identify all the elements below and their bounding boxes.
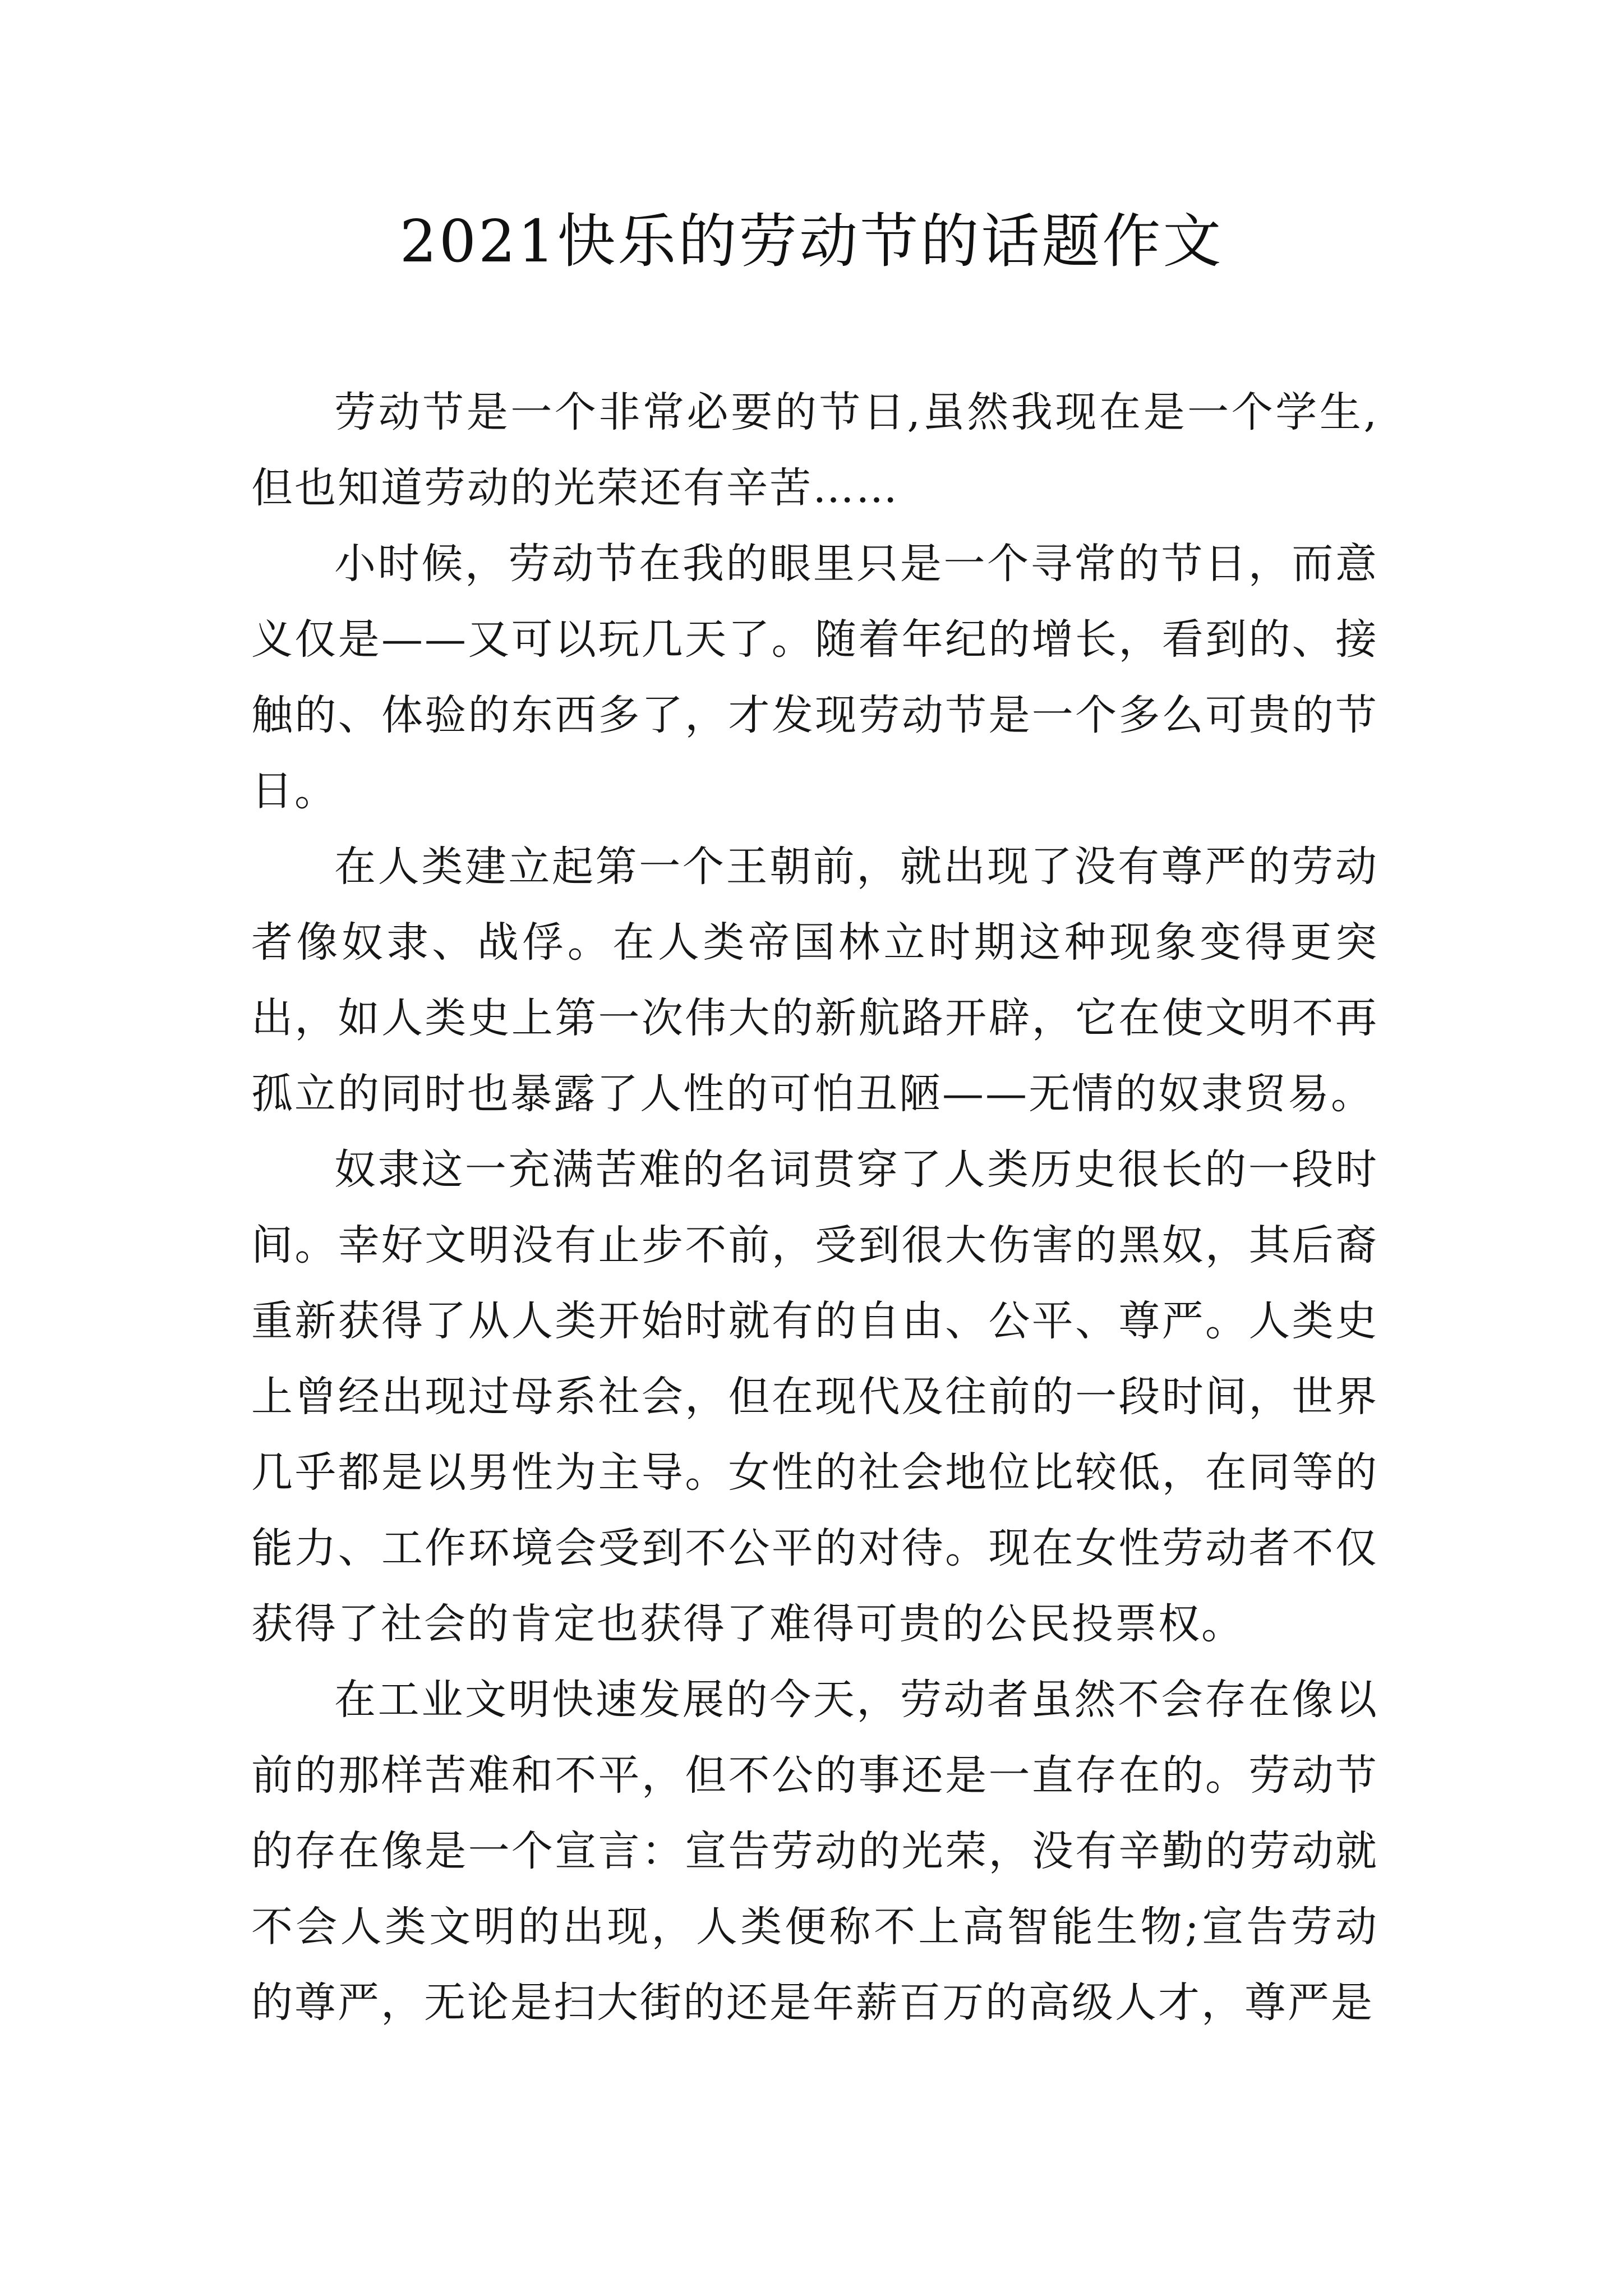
document-body [251, 375, 1378, 2041]
paragraph-1: 劳动节是一个非常必要的节日,虽然我现在是一个学生,但也知道劳动的光荣还有辛苦…… [251, 388, 1378, 512]
paragraph-5: 在工业文明快速发展的今天，劳动者虽然不会存在像以前的那样苦难和不平，但不公的事还是一直存在的。劳动节的存在像是一个宣言：宣告劳动的光荣，没有辛勤的劳动就不会人类文明的出现，人类便称不上高智能生物;宣告劳动的尊严，无论是扫大街的还是年薪百万的高级人才，尊严是 [251, 1676, 1378, 2027]
paragraph-2: 小时候，劳动节在我的眼里只是一个寻常的节日，而意义仅是——又可以玩几天了。随着年纪的增长，看到的、接触的、体验的东西多了，才发现劳动节是一个多么可贵的节日。 [251, 540, 1378, 815]
paragraph-4: 奴隶这一充满苦难的名词贯穿了人类历史很长的一段时间。幸好文明没有止步不前，受到很大伤害的黑奴，其后裔重新获得了从人类开始时就有的自由、公平、尊严。人类史上曾经出现过母系社会，但在现代及往前的一段时间，世界几乎都是以男性为主导。女性的社会地位比较低，在同等的能力、工作环境会受到不公平的对待。现在女性劳动者不仅获得了社会的肯定也获得了难得可贵的公民投票权。 [251, 1145, 1378, 1648]
paragraph-3: 在人类建立起第一个王朝前，就出现了没有尊严的劳动者像奴隶、战俘。在人类帝国林立时期这种现象变得更突出，如人类史上第一次伟大的新航路开辟，它在使文明不再孤立的同时也暴露了人性的可怕丑陋——无情的奴隶贸易。 [251, 843, 1378, 1118]
document-title: 2021快乐的劳动节的话题作文 [399, 207, 1224, 275]
